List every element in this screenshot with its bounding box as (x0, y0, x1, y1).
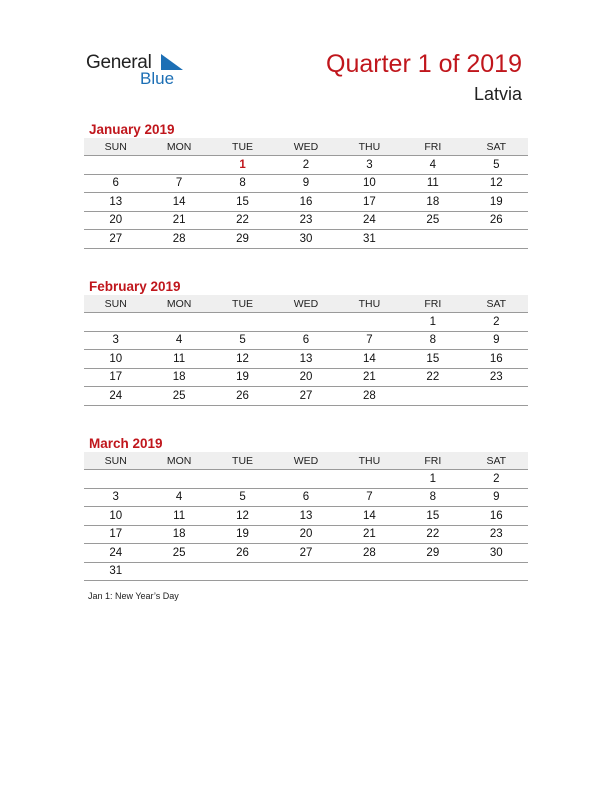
day-cell: 10 (338, 174, 401, 193)
day-cell: 18 (147, 525, 210, 544)
day-cell: 9 (465, 488, 528, 507)
day-cell: 2 (465, 470, 528, 489)
day-cell: 4 (147, 488, 210, 507)
day-cell (147, 313, 210, 332)
day-cell: 31 (84, 562, 147, 581)
month-title: February 2019 (89, 279, 181, 294)
weekday-header: WED (274, 295, 337, 313)
day-cell: 13 (274, 507, 337, 526)
day-cell: 5 (211, 331, 274, 350)
month-calendar-table (84, 138, 528, 249)
day-cell (84, 156, 147, 175)
day-cell: 8 (401, 331, 464, 350)
day-cell: 4 (401, 156, 464, 175)
weekday-header-row (84, 452, 528, 470)
weekday-header: TUE (211, 452, 274, 470)
day-cell: 21 (338, 525, 401, 544)
week-row (84, 156, 528, 175)
day-cell: 11 (401, 174, 464, 193)
day-cell: 27 (274, 387, 337, 406)
day-cell (84, 470, 147, 489)
day-cell: 1 (401, 470, 464, 489)
week-row (84, 368, 528, 387)
day-cell: 29 (401, 544, 464, 563)
holiday-note: Jan 1: New Year’s Day (88, 591, 179, 601)
day-cell: 30 (274, 230, 337, 249)
day-cell: 30 (465, 544, 528, 563)
day-cell: 21 (147, 211, 210, 230)
weekday-header: WED (274, 452, 337, 470)
day-cell: 11 (147, 350, 210, 369)
day-cell (338, 313, 401, 332)
day-cell: 28 (338, 387, 401, 406)
day-cell: 7 (338, 488, 401, 507)
week-row (84, 387, 528, 406)
weekday-header: THU (338, 295, 401, 313)
day-cell: 26 (465, 211, 528, 230)
day-cell: 6 (84, 174, 147, 193)
day-cell: 4 (147, 331, 210, 350)
day-cell: 22 (401, 368, 464, 387)
weekday-header: FRI (401, 138, 464, 156)
day-cell: 25 (147, 544, 210, 563)
day-cell (401, 387, 464, 406)
day-cell: 23 (465, 368, 528, 387)
day-cell: 27 (274, 544, 337, 563)
day-cell: 12 (465, 174, 528, 193)
day-cell: 17 (84, 368, 147, 387)
week-row (84, 350, 528, 369)
day-cell: 14 (338, 350, 401, 369)
weekday-header: THU (338, 138, 401, 156)
week-row (84, 562, 528, 581)
week-row (84, 544, 528, 563)
day-cell: 15 (211, 193, 274, 212)
week-row (84, 507, 528, 526)
day-cell: 27 (84, 230, 147, 249)
month-title: January 2019 (89, 122, 175, 137)
weekday-header: TUE (211, 138, 274, 156)
day-cell: 13 (84, 193, 147, 212)
day-cell (465, 387, 528, 406)
day-cell (147, 562, 210, 581)
day-cell: 2 (465, 313, 528, 332)
day-cell (274, 470, 337, 489)
day-cell: 22 (211, 211, 274, 230)
day-cell: 25 (147, 387, 210, 406)
generalblue-logo (86, 50, 196, 90)
day-cell: 14 (147, 193, 210, 212)
day-cell: 10 (84, 507, 147, 526)
day-cell (211, 562, 274, 581)
day-cell: 17 (338, 193, 401, 212)
week-row (84, 174, 528, 193)
day-cell: 3 (338, 156, 401, 175)
logo-general-text: General (86, 52, 152, 73)
day-cell (401, 230, 464, 249)
day-cell (274, 562, 337, 581)
day-cell: 20 (274, 368, 337, 387)
day-cell: 10 (84, 350, 147, 369)
day-cell: 12 (211, 350, 274, 369)
day-cell: 5 (211, 488, 274, 507)
weekday-header: MON (147, 295, 210, 313)
day-cell: 25 (401, 211, 464, 230)
weekday-header: MON (147, 138, 210, 156)
weekday-header-row (84, 138, 528, 156)
day-cell: 19 (465, 193, 528, 212)
day-cell: 3 (84, 488, 147, 507)
page-title: Quarter 1 of 2019 (326, 50, 522, 78)
day-cell (274, 313, 337, 332)
day-cell: 24 (84, 387, 147, 406)
day-cell (211, 470, 274, 489)
weekday-header: SUN (84, 452, 147, 470)
day-cell (211, 313, 274, 332)
weekday-header: SUN (84, 295, 147, 313)
weekday-header: FRI (401, 452, 464, 470)
day-cell: 15 (401, 350, 464, 369)
day-cell (401, 562, 464, 581)
day-cell: 31 (338, 230, 401, 249)
day-cell (465, 230, 528, 249)
month-calendar-table (84, 452, 528, 581)
week-row (84, 230, 528, 249)
day-cell: 6 (274, 488, 337, 507)
day-cell (338, 562, 401, 581)
month-title: March 2019 (89, 436, 163, 451)
day-cell: 29 (211, 230, 274, 249)
weekday-header: MON (147, 452, 210, 470)
day-cell: 14 (338, 507, 401, 526)
day-cell (465, 562, 528, 581)
day-cell: 5 (465, 156, 528, 175)
week-row (84, 470, 528, 489)
weekday-header: TUE (211, 295, 274, 313)
day-cell: 13 (274, 350, 337, 369)
weekday-header: FRI (401, 295, 464, 313)
day-cell: 22 (401, 525, 464, 544)
day-cell: 20 (84, 211, 147, 230)
weekday-header-row (84, 295, 528, 313)
day-cell: 16 (465, 350, 528, 369)
weekday-header: SUN (84, 138, 147, 156)
day-cell: 1 (401, 313, 464, 332)
day-cell: 11 (147, 507, 210, 526)
day-cell: 8 (401, 488, 464, 507)
logo-flag-icon (161, 54, 183, 70)
day-cell (147, 470, 210, 489)
month-block-february (84, 278, 528, 406)
month-calendar-table (84, 295, 528, 406)
day-cell: 26 (211, 544, 274, 563)
day-cell: 23 (274, 211, 337, 230)
day-cell: 15 (401, 507, 464, 526)
day-cell: 16 (465, 507, 528, 526)
day-cell: 23 (465, 525, 528, 544)
day-cell: 19 (211, 368, 274, 387)
week-row (84, 193, 528, 212)
day-cell: 26 (211, 387, 274, 406)
week-row (84, 313, 528, 332)
month-block-january (84, 121, 528, 249)
day-cell: 18 (401, 193, 464, 212)
day-cell (147, 156, 210, 175)
day-cell: 9 (274, 174, 337, 193)
day-cell: 28 (338, 544, 401, 563)
day-cell: 7 (147, 174, 210, 193)
day-cell: 8 (211, 174, 274, 193)
day-cell: 19 (211, 525, 274, 544)
day-cell: 1 (211, 156, 274, 175)
week-row (84, 211, 528, 230)
month-block-march (84, 435, 528, 581)
weekday-header: WED (274, 138, 337, 156)
day-cell: 3 (84, 331, 147, 350)
day-cell: 24 (84, 544, 147, 563)
weekday-header: THU (338, 452, 401, 470)
day-cell: 18 (147, 368, 210, 387)
week-row (84, 525, 528, 544)
day-cell: 2 (274, 156, 337, 175)
day-cell: 9 (465, 331, 528, 350)
day-cell: 17 (84, 525, 147, 544)
weekday-header: SAT (465, 295, 528, 313)
day-cell: 7 (338, 331, 401, 350)
weekday-header: SAT (465, 452, 528, 470)
week-row (84, 488, 528, 507)
weekday-header: SAT (465, 138, 528, 156)
day-cell: 24 (338, 211, 401, 230)
week-row (84, 331, 528, 350)
day-cell: 6 (274, 331, 337, 350)
day-cell: 21 (338, 368, 401, 387)
day-cell: 20 (274, 525, 337, 544)
day-cell: 16 (274, 193, 337, 212)
day-cell (84, 313, 147, 332)
day-cell (338, 470, 401, 489)
logo-blue-text: Blue (140, 69, 175, 88)
day-cell: 12 (211, 507, 274, 526)
country-label: Latvia (473, 84, 522, 104)
day-cell: 28 (147, 230, 210, 249)
